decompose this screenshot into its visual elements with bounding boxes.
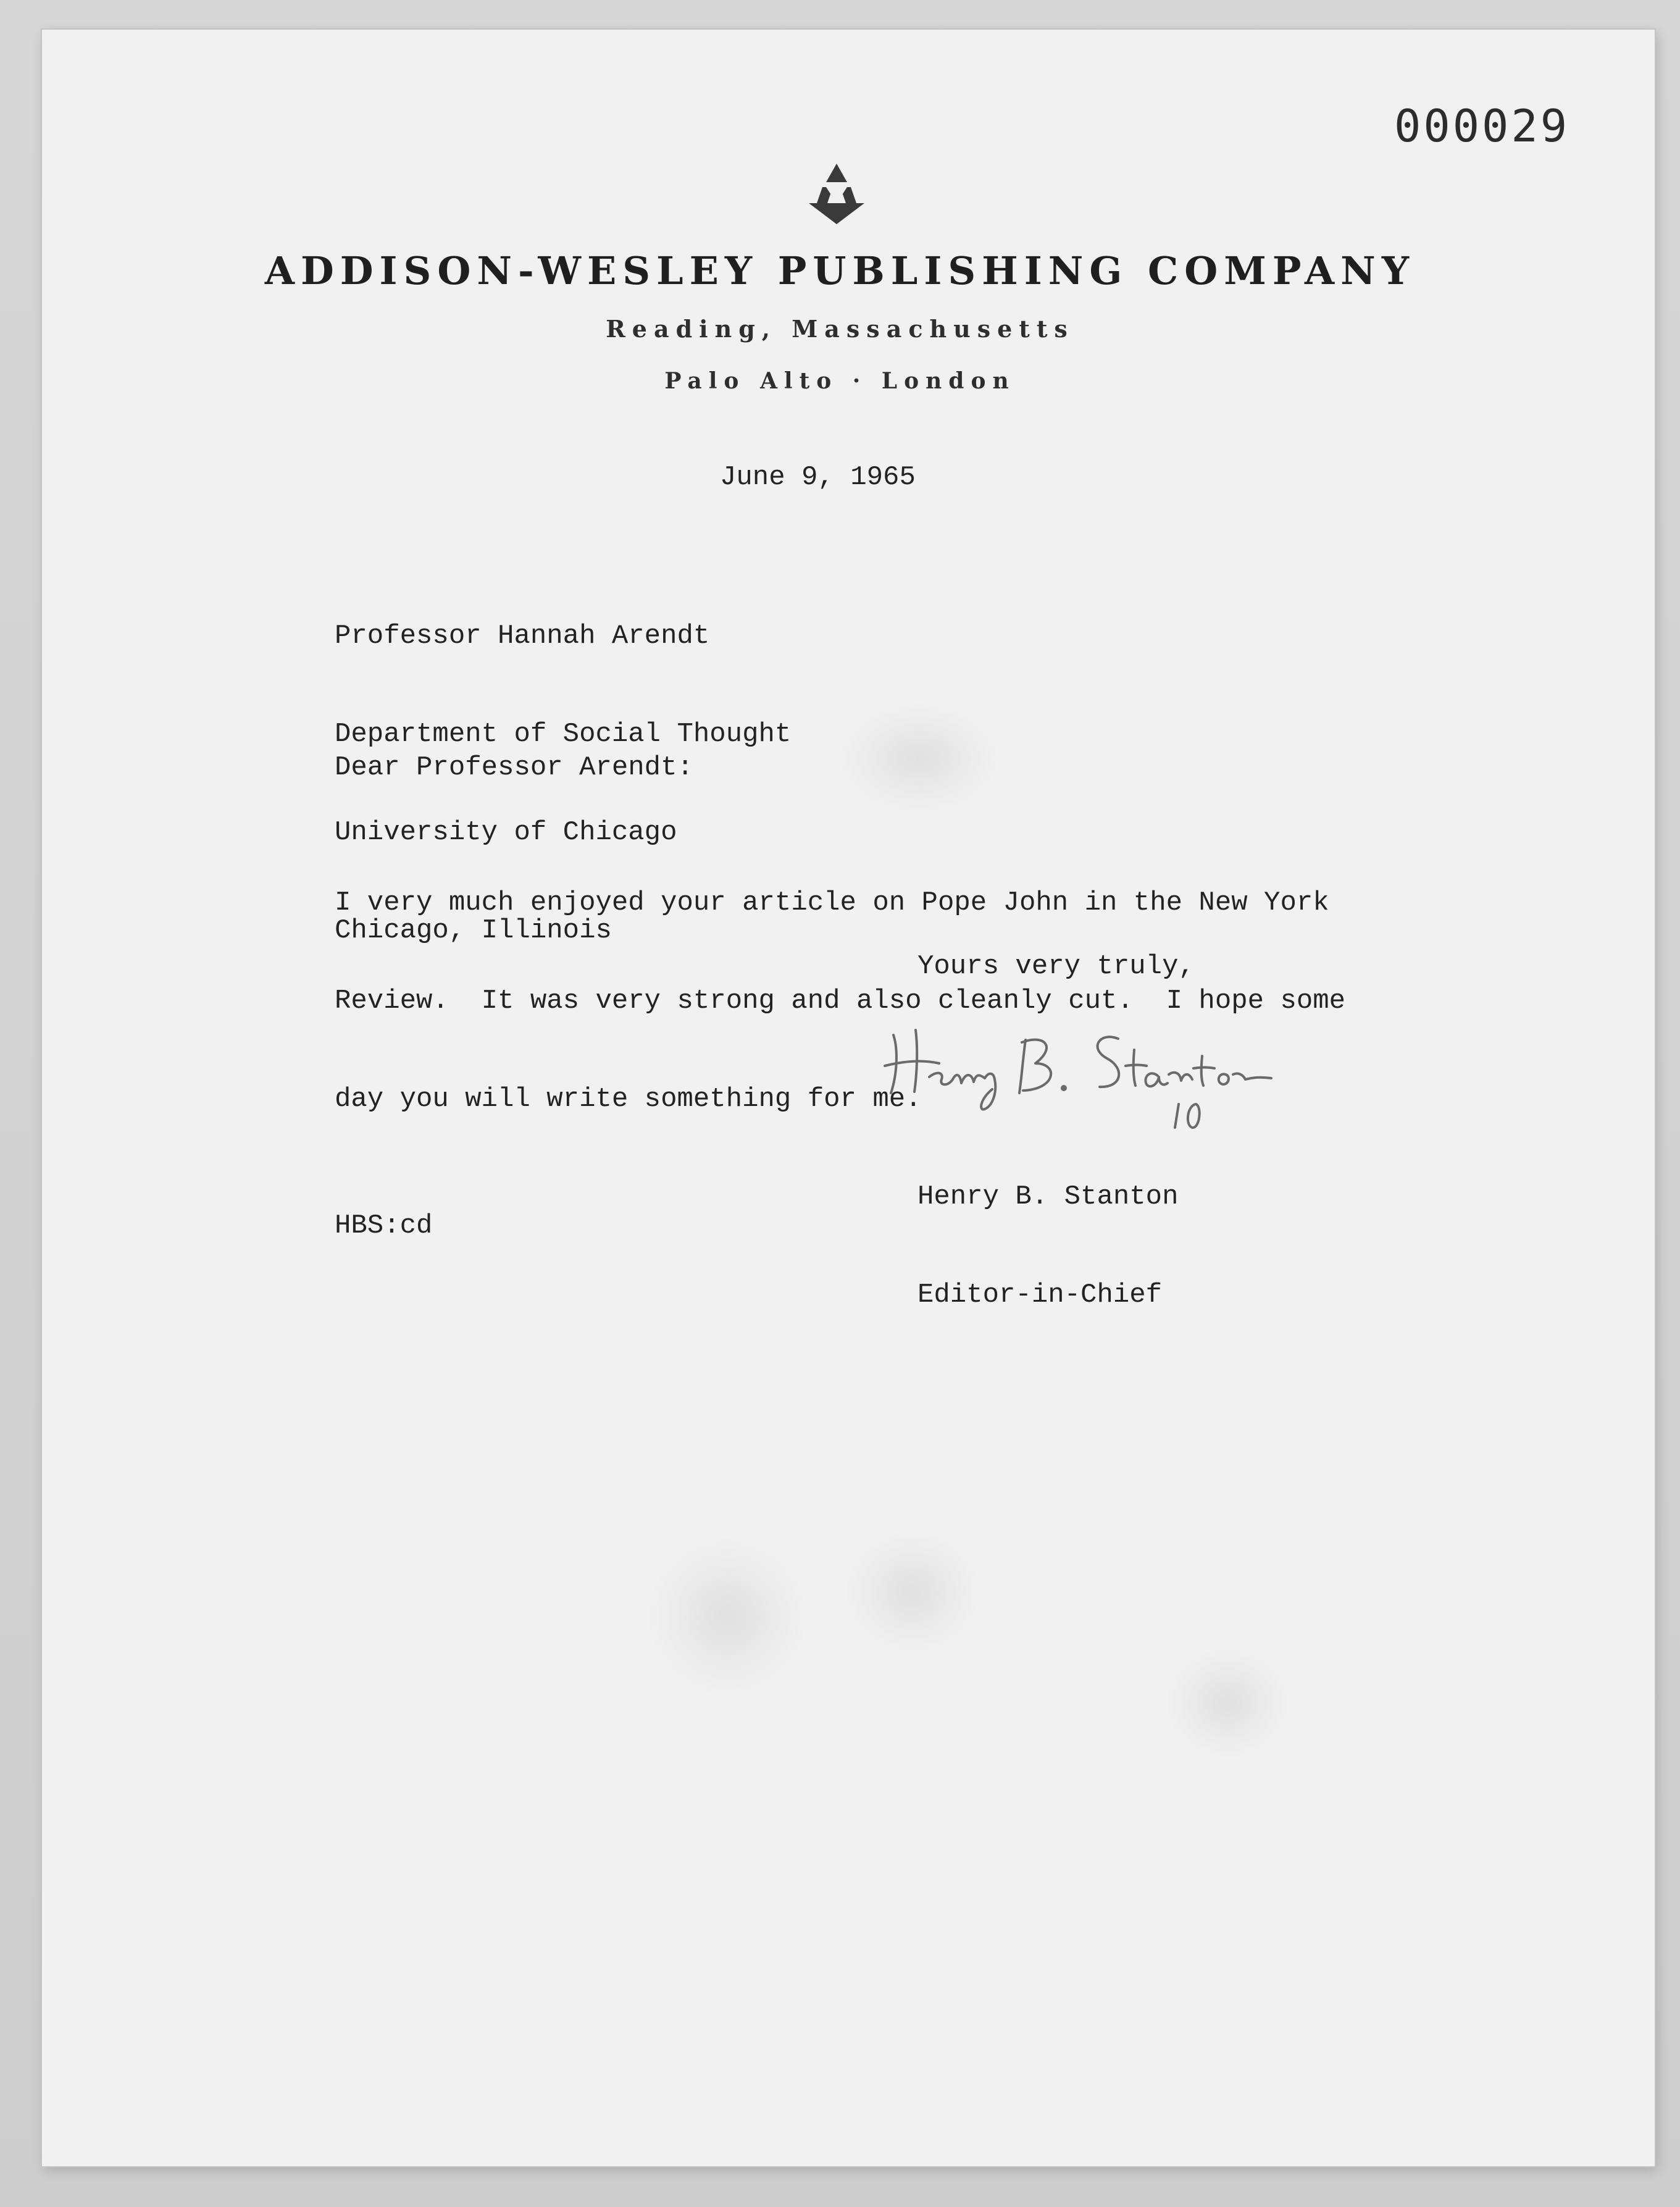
paper-smudge (845, 1530, 980, 1654)
salutation: Dear Professor Arendt: (335, 752, 693, 783)
recipient-city: Chicago, Illinois (335, 915, 612, 946)
triangle-emblem-icon (803, 164, 871, 225)
recipient-department: Department of Social Thought (335, 719, 792, 750)
recipient-name: Professor Hannah Arendt (335, 621, 710, 651)
letterhead-company-name: ADDISON-WESLEY PUBLISHING COMPANY (264, 248, 1416, 293)
signer-name: Henry B. Stanton (917, 1181, 1179, 1212)
body-line: day you will write something for me. (335, 1084, 922, 1115)
recipient-institution: University of Chicago (335, 817, 677, 848)
body-line: Review. It was very strong and also cleanly cut. I hope some (335, 986, 1346, 1016)
closing: Yours very truly, (917, 951, 1195, 982)
body-line: I very much enjoyed your article on Pope John in the New York (335, 887, 1329, 918)
paper-smudge (1166, 1648, 1289, 1759)
letter-date: June 9, 1965 (720, 462, 916, 493)
archive-document-number: 000029 (1394, 100, 1570, 152)
signer-title: Editor-in-Chief (917, 1279, 1163, 1310)
paper-smudge (838, 703, 999, 814)
signer-block (917, 1115, 1178, 1377)
letterhead-city: Reading, Massachusetts (606, 315, 1074, 343)
letterhead-offices: Palo Alto · London (664, 368, 1016, 394)
reference-initials: HBS:cd (335, 1210, 433, 1241)
paper-smudge (647, 1536, 808, 1697)
